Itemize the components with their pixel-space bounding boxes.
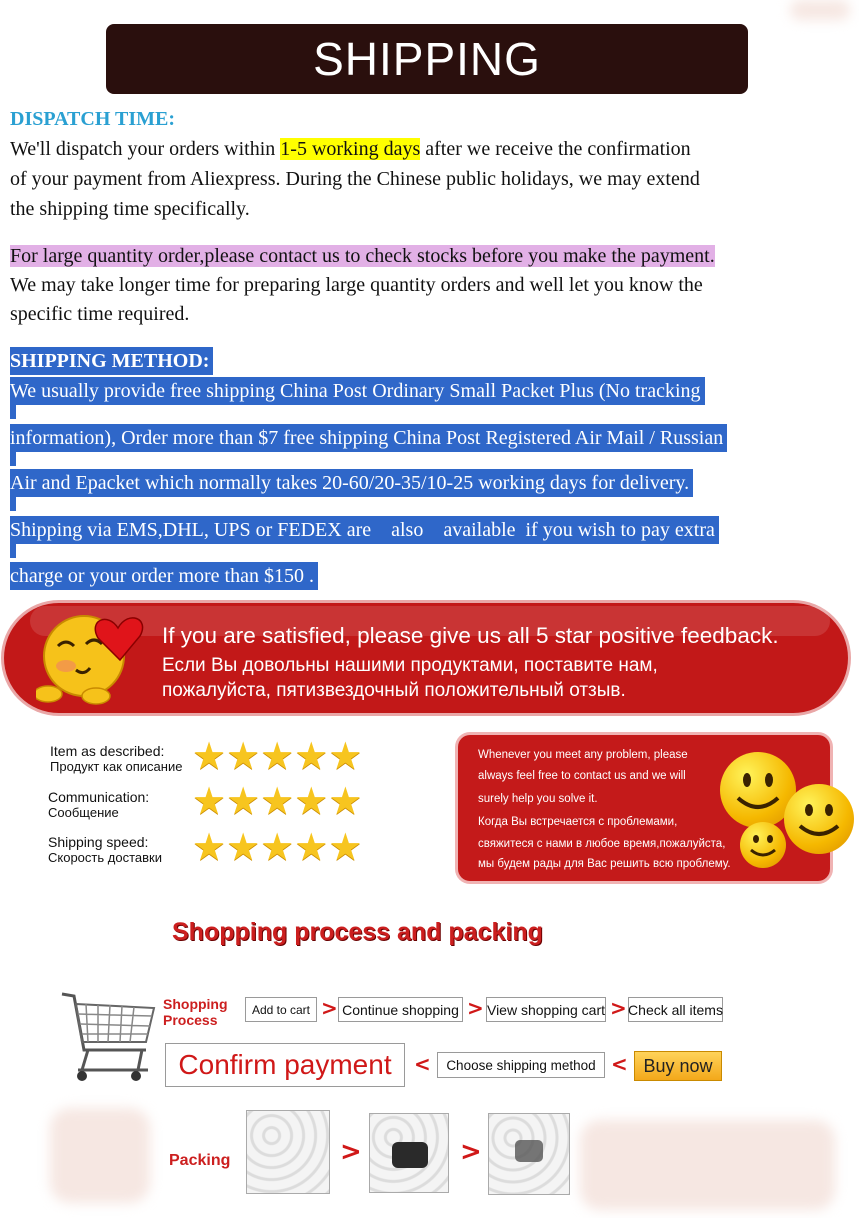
packing-label: Packing [169,1152,231,1169]
feedback-russian-line-1: Если Вы довольны нашими продуктами, поставите нам, [162,655,658,676]
star-icon: ★ [226,779,261,823]
blur-bottom-left [50,1108,150,1203]
rating-label-ru: Скорость доставки [48,850,162,865]
arrow-right-icon: > [610,996,627,1020]
dispatch-line-1-post: after we receive the confirmation [420,138,691,160]
step-continue-shopping: Continue shopping [338,997,463,1022]
dispatch-line-2: of your payment from Aliexpress. During the Chinese public holidays, we may extend [10,168,700,190]
rating-label-en: Item as described: [50,743,165,759]
arrow-right-icon: > [321,996,338,1020]
wrapped-item-shape [515,1140,543,1162]
star-icon: ★ [260,779,295,823]
problem-line-3: surely help you solve it. [478,793,598,805]
shipping-method-line-4: Shipping via EMS,DHL, UPS or FEDEX are also available if you wish to pay extra [10,516,719,544]
shipping-method-line-3: Air and Epacket which normally takes 20-60/20-35/10-25 working days for delivery. [10,469,693,497]
star-icon: ★ [226,734,261,778]
dispatch-line-1-pre: We'll dispatch your orders within [10,138,281,160]
step-confirm-payment: Confirm payment [165,1043,405,1087]
blur-bottom-right [580,1120,835,1210]
packing-photo-wrapped [488,1113,570,1195]
arrow-right-icon: > [467,996,484,1020]
packing-photo-item [369,1113,449,1193]
feedback-english: If you are satisfied, please give us all 5 star positive feedback. [162,623,779,648]
smiley-icon [740,822,786,868]
star-icon: ★ [294,825,329,869]
arrow-left-icon: < [611,1052,628,1076]
large-order-line-2: We may take longer time for preparing large quantity orders and well let you know the [10,274,703,296]
star-icon: ★ [260,825,295,869]
problem-line-2: always feel free to contact us and we will [478,770,686,782]
star-icon: ★ [294,734,329,778]
shopping-cart-icon [58,990,158,1086]
problem-line-5: свяжитеся с нами в любое время,пожалуйста, [478,838,726,850]
step-buy-now: Buy now [634,1051,722,1081]
rating-label-item [50,744,182,774]
shopping-process-label-line-2: Process [163,1012,218,1028]
rating-label-en: Communication: [48,789,150,805]
large-order-highlight: For large quantity order,please contact us to check stocks before you make the payment. [10,245,715,267]
arrow-right-icon: > [460,1137,482,1167]
selection-nub [10,452,16,466]
shopping-process-label [163,996,228,1028]
smiley-heart-icon [36,598,156,708]
large-order-line-1 [10,241,715,271]
packed-item-shape [392,1142,428,1168]
shopping-process-label-line-1: Shopping [163,996,228,1012]
rating-label-shipping-speed [48,835,162,865]
star-icon: ★ [328,734,363,778]
rating-label-communication [48,790,149,820]
star-icon: ★ [328,825,363,869]
dispatch-heading: DISPATCH TIME: [10,108,176,130]
star-icon: ★ [328,779,363,823]
smiley-icon [784,784,854,854]
stars-item-described [192,734,363,778]
stars-shipping-speed [192,825,363,869]
selection-nub [10,497,16,511]
shipping-method-line-5: charge or your order more than $150 . [10,562,318,590]
rating-label-ru: Сообщение [48,805,119,820]
dispatch-line-3: the shipping time specifically. [10,198,250,220]
arrow-left-icon: < [414,1052,431,1076]
star-icon: ★ [192,825,227,869]
step-check-all-items: Check all items [628,997,723,1022]
shipping-method-line-1: We usually provide free shipping China Post Ordinary Small Packet Plus (No tracking [10,377,705,405]
step-choose-shipping-method: Choose shipping method [437,1052,605,1078]
feedback-russian-line-2: пожалуйста, пятизвездочный положительный отзыв. [162,680,626,701]
star-icon: ★ [294,779,329,823]
step-view-shopping-cart: View shopping cart [486,997,606,1022]
star-icon: ★ [192,734,227,778]
rating-label-en: Shipping speed: [48,834,149,850]
arrow-right-icon: > [340,1137,362,1167]
packing-photo-bubble-wrap [246,1110,330,1194]
shipping-method-line-2: information), Order more than $7 free shipping China Post Registered Air Mail / Russian [10,424,727,452]
problem-line-4: Когда Вы встречается с проблемами, [478,816,678,828]
step-add-to-cart: Add to cart [245,997,317,1022]
dispatch-days-highlight: 1-5 working days [280,138,421,160]
blur-top-right [790,0,850,20]
dispatch-line-1 [10,134,691,164]
large-order-line-3: specific time required. [10,303,190,325]
process-title: Shopping process and packing [172,918,543,946]
page-title: SHIPPING [313,33,541,85]
shipping-header [106,24,748,94]
star-icon: ★ [260,734,295,778]
star-icon: ★ [226,825,261,869]
problem-line-1: Whenever you meet any problem, please [478,749,688,761]
shipping-method-heading: SHIPPING METHOD: [10,347,213,375]
rating-label-ru: Продукт как описание [50,759,183,774]
selection-nub [10,544,16,558]
problem-line-6: мы будем рады для Вас решить всю проблему. [478,858,731,870]
stars-communication [192,779,363,823]
star-icon: ★ [192,779,227,823]
selection-nub [10,405,16,419]
